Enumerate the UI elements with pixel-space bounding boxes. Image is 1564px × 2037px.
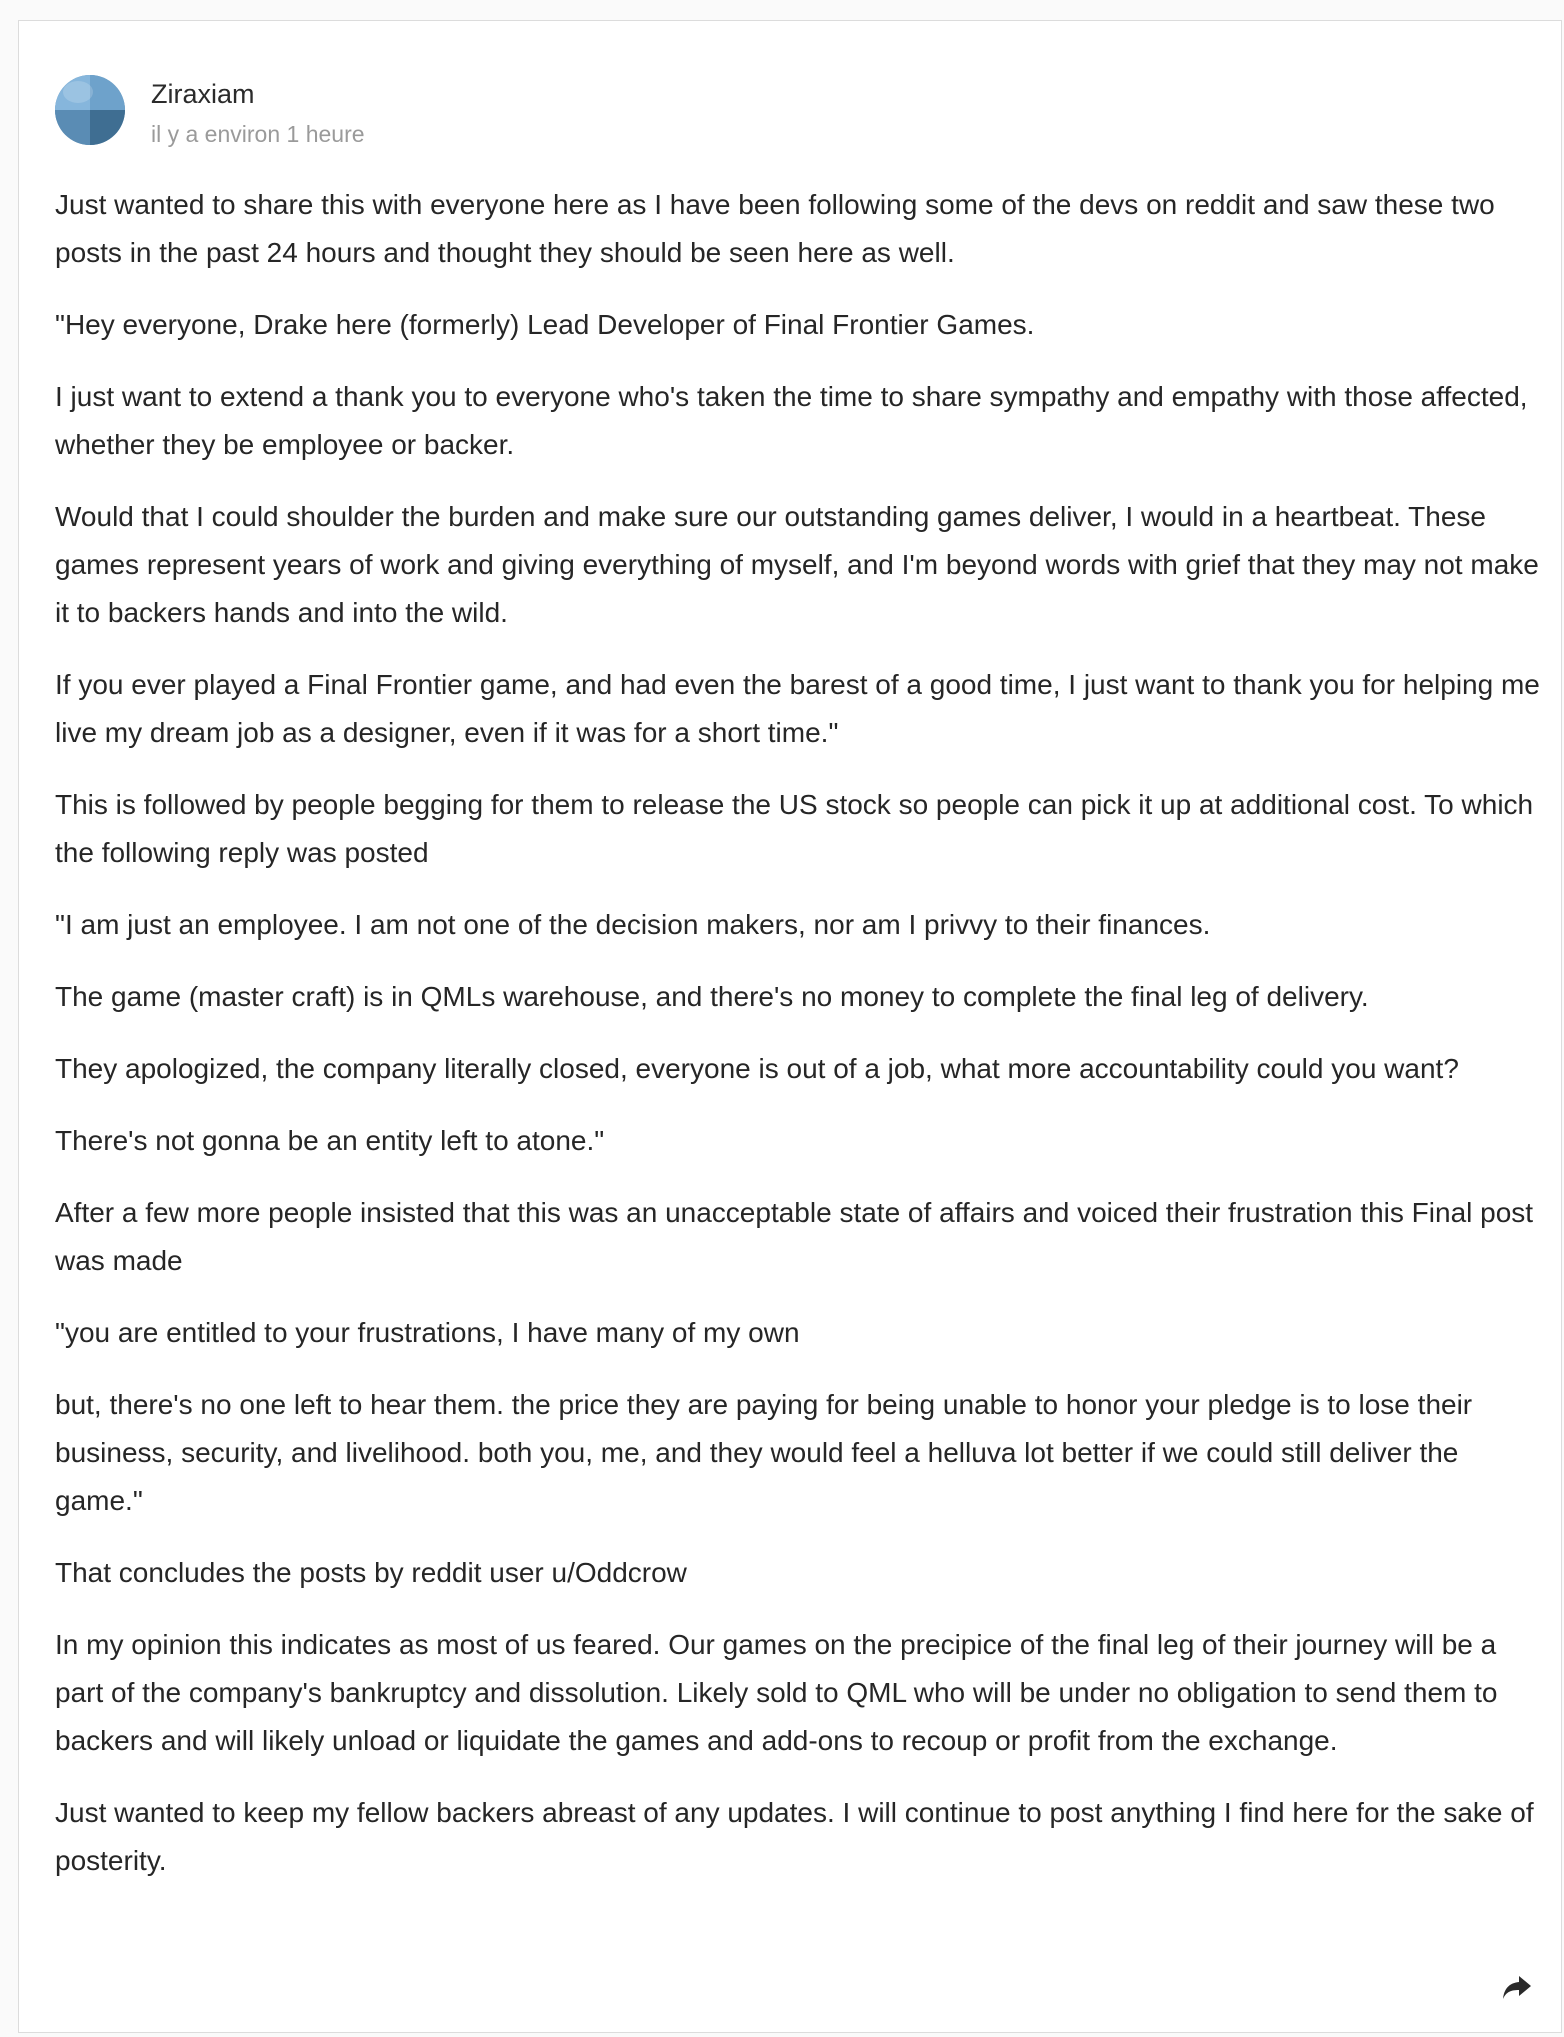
avatar[interactable] — [55, 75, 125, 145]
post-paragraph: In my opinion this indicates as most of us feared. Our games on the precipice of the final leg of their journey will be a part of the company's bankruptcy and dissolution. Likely sold to QML who will be under no obligation to send them to backers and will likely unload or liquidate the games and add-ons to recoup or profit from the exchange. — [55, 1629, 1498, 1756]
post-paragraph: Just wanted to keep my fellow backers abreast of any updates. I will continue to post anything I find here for the sake of posterity. — [55, 1797, 1534, 1876]
post-paragraph: This is followed by people begging for them to release the US stock so people can pick it up at additional cost. To which the following reply was posted — [55, 789, 1534, 868]
share-button[interactable] — [1495, 1966, 1539, 2010]
post-paragraph: That concludes the posts by reddit user u/Oddcrow — [55, 1557, 687, 1588]
post-paragraph: Just wanted to share this with everyone here as I have been following some of the devs on reddit and saw these two posts in the past 24 hours and thought they should be seen here as well. — [55, 189, 1495, 268]
post-paragraph: but, there's no one left to hear them. the price they are paying for being unable to honor your pledge is to lose their business, security, and livelihood. both you, me, and they would feel a helluva lot better if we could still deliver the game." — [55, 1389, 1473, 1516]
post-paragraph: "you are entitled to your frustrations, I have many of my own — [55, 1317, 800, 1348]
author-name[interactable]: Ziraxiam — [151, 79, 255, 109]
post-body — [55, 181, 1543, 1909]
post-paragraph: I just want to extend a thank you to everyone who's taken the time to share sympathy and empathy with those affected, whether they be employee or backer. — [55, 381, 1528, 460]
post-paragraph: There's not gonna be an entity left to atone." — [55, 1125, 605, 1156]
post-paragraph: "Hey everyone, Drake here (formerly) Lead Developer of Final Frontier Games. — [55, 309, 1035, 340]
avatar-tile — [90, 110, 125, 145]
avatar-tile — [90, 75, 125, 110]
avatar-shine — [63, 81, 93, 103]
post-paragraph: After a few more people insisted that this was an unacceptable state of affairs and voiced their frustration this Final post was made — [55, 1197, 1534, 1276]
post-timestamp: il y a environ 1 heure — [151, 121, 365, 147]
post-card — [18, 20, 1562, 2033]
avatar-tile — [55, 110, 90, 145]
post-paragraph: The game (master craft) is in QMLs warehouse, and there's no money to complete the final leg of delivery. — [55, 981, 1369, 1012]
share-arrow-icon — [1501, 1974, 1533, 2002]
post-paragraph: They apologized, the company literally closed, everyone is out of a job, what more accountability could you want? — [55, 1053, 1459, 1084]
post-paragraph: If you ever played a Final Frontier game, and had even the barest of a good time, I just want to thank you for helping me live my dream job as a designer, even if it was for a short time." — [55, 669, 1540, 748]
post-paragraph: Would that I could shoulder the burden and make sure our outstanding games deliver, I would in a heartbeat. These games represent years of work and giving everything of myself, and I'm beyond words with grief that they may not make it to backers hands and into the wild. — [55, 501, 1539, 628]
post-paragraph: "I am just an employee. I am not one of the decision makers, nor am I privvy to their finances. — [55, 909, 1211, 940]
